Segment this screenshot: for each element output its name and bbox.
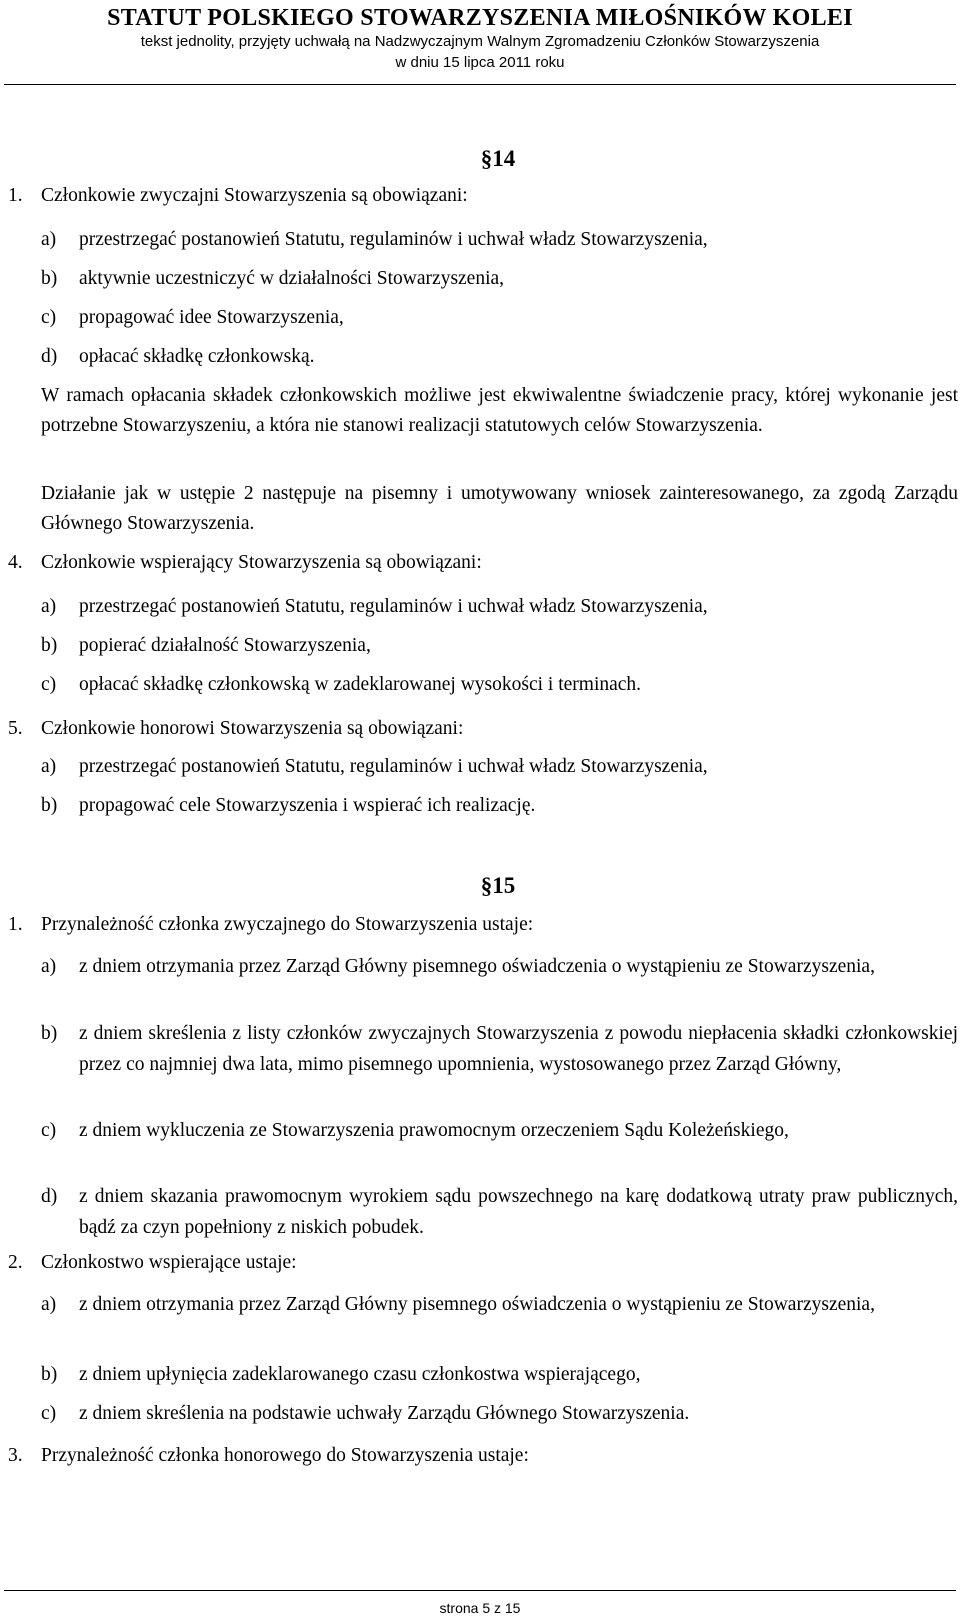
s15-p1-item-d: d) z dniem skazania prawomocnym wyrokiem sądu powszechnego na karę dodatkową utraty praw publicznych, bądź za czyn popełniony z niskich pobudek. <box>41 1186 958 1238</box>
s15-paragraph-2: 2. Członkostwo wspierające ustaje: <box>8 1252 297 1273</box>
section-title-14: §14 <box>480 146 516 171</box>
section-title-15: §15 <box>480 873 516 898</box>
s14-p5-item-a: a) przestrzegać postanowień Statutu, regulaminów i uchwał władz Stowarzyszenia, <box>41 756 708 777</box>
s14-paragraph-1: 1. Członkowie zwyczajni Stowarzyszenia są obowiązani: <box>8 180 958 212</box>
s14-p1-item-b: b) aktywnie uczestniczyć w działalności Stowarzyszenia, <box>41 268 505 289</box>
s14-p4-item-b: b) popierać działalność Stowarzyszenia, <box>41 635 371 656</box>
s15-p2-item-b: b) z dniem upłynięcia zadeklarowanego czasu członkostwa wspierającego, <box>41 1364 641 1385</box>
s14-paragraph-3: Działanie jak w ustępie 2 następuje na pisemny i umotywowany wniosek zainteresowanego, za zgodą Zarządu Głównego Stowarzyszenia. <box>41 483 958 534</box>
s14-p4-item-c: c) opłacać składkę członkowską w zadeklarowanej wysokości i terminach. <box>41 674 642 695</box>
s15-paragraph-3: 3. Przynależność członka honorowego do Stowarzyszenia ustaje: <box>8 1445 529 1466</box>
s14-p1-item-a: a) przestrzegać postanowień Statutu, regulaminów i uchwał władz Stowarzyszenia, <box>41 229 708 250</box>
document-title: STATUT POLSKIEGO STOWARZYSZENIA MIŁOŚNIKÓW KOLEI <box>107 5 853 31</box>
header-divider <box>4 84 956 85</box>
s15-p2-item-a: a) z dniem otrzymania przez Zarząd Główny pisemnego oświadczenia o wystąpieniu ze Stowarzyszenia, <box>41 1294 875 1315</box>
s14-p1-item-d: d) opłacać składkę członkowską. <box>41 346 315 367</box>
page-header <box>0 0 960 73</box>
s15-p2-item-c: c) z dniem skreślenia na podstawie uchwały Zarządu Głównego Stowarzyszenia. <box>41 1403 690 1424</box>
page-number: strona 5 z 15 <box>439 1600 521 1616</box>
s14-paragraph-5: 5. Członkowie honorowi Stowarzyszenia są obowiązani: <box>8 718 464 739</box>
s15-p1-item-a: a) z dniem otrzymania przez Zarząd Główny pisemnego oświadczenia o wystąpieniu ze Stowarzyszenia, <box>41 956 875 977</box>
s15-paragraph-1: 1. Przynależność członka zwyczajnego do Stowarzyszenia ustaje: <box>8 914 534 935</box>
document-date: w dniu 15 lipca 2011 roku <box>395 54 565 71</box>
s14-p1-item-c: c) propagować idee Stowarzyszenia, <box>41 307 344 328</box>
s15-p1-item-c: c) z dniem wykluczenia ze Stowarzyszenia prawomocnym orzeczeniem Sądu Koleżeńskiego, <box>41 1120 789 1141</box>
s14-paragraph-2: W ramach opłacania składek członkowskich możliwe jest ekwiwalentne świadczenie pracy, której wykonanie jest potrzebne Stowarzyszeniu, a która nie stanowi realizacji statutowych celów Stowarzyszenia. <box>41 385 958 436</box>
s14-p4-item-a: a) przestrzegać postanowień Statutu, regulaminów i uchwał władz Stowarzyszenia, <box>41 596 708 617</box>
s15-p1-item-b: b) z dniem skreślenia z listy członków zwyczajnych Stowarzyszenia z powodu niepłacenia składki członkowskiej przez co najmniej dwa lata, mimo pisemnego upomnienia, wystosowanego przez Zarząd Główny, <box>41 1023 958 1075</box>
document-subtitle: tekst jednolity, przyjęty uchwałą na Nadzwyczajnym Walnym Zgromadzeniu Członków Stowarzyszenia <box>140 33 820 50</box>
s14-p5-item-b: b) propagować cele Stowarzyszenia i wspierać ich realizację. <box>41 795 536 816</box>
s14-paragraph-4: 4. Członkowie wspierający Stowarzyszenia są obowiązani: <box>8 552 482 573</box>
paragraph-number: 1. <box>8 185 23 206</box>
footer-divider <box>4 1590 956 1591</box>
